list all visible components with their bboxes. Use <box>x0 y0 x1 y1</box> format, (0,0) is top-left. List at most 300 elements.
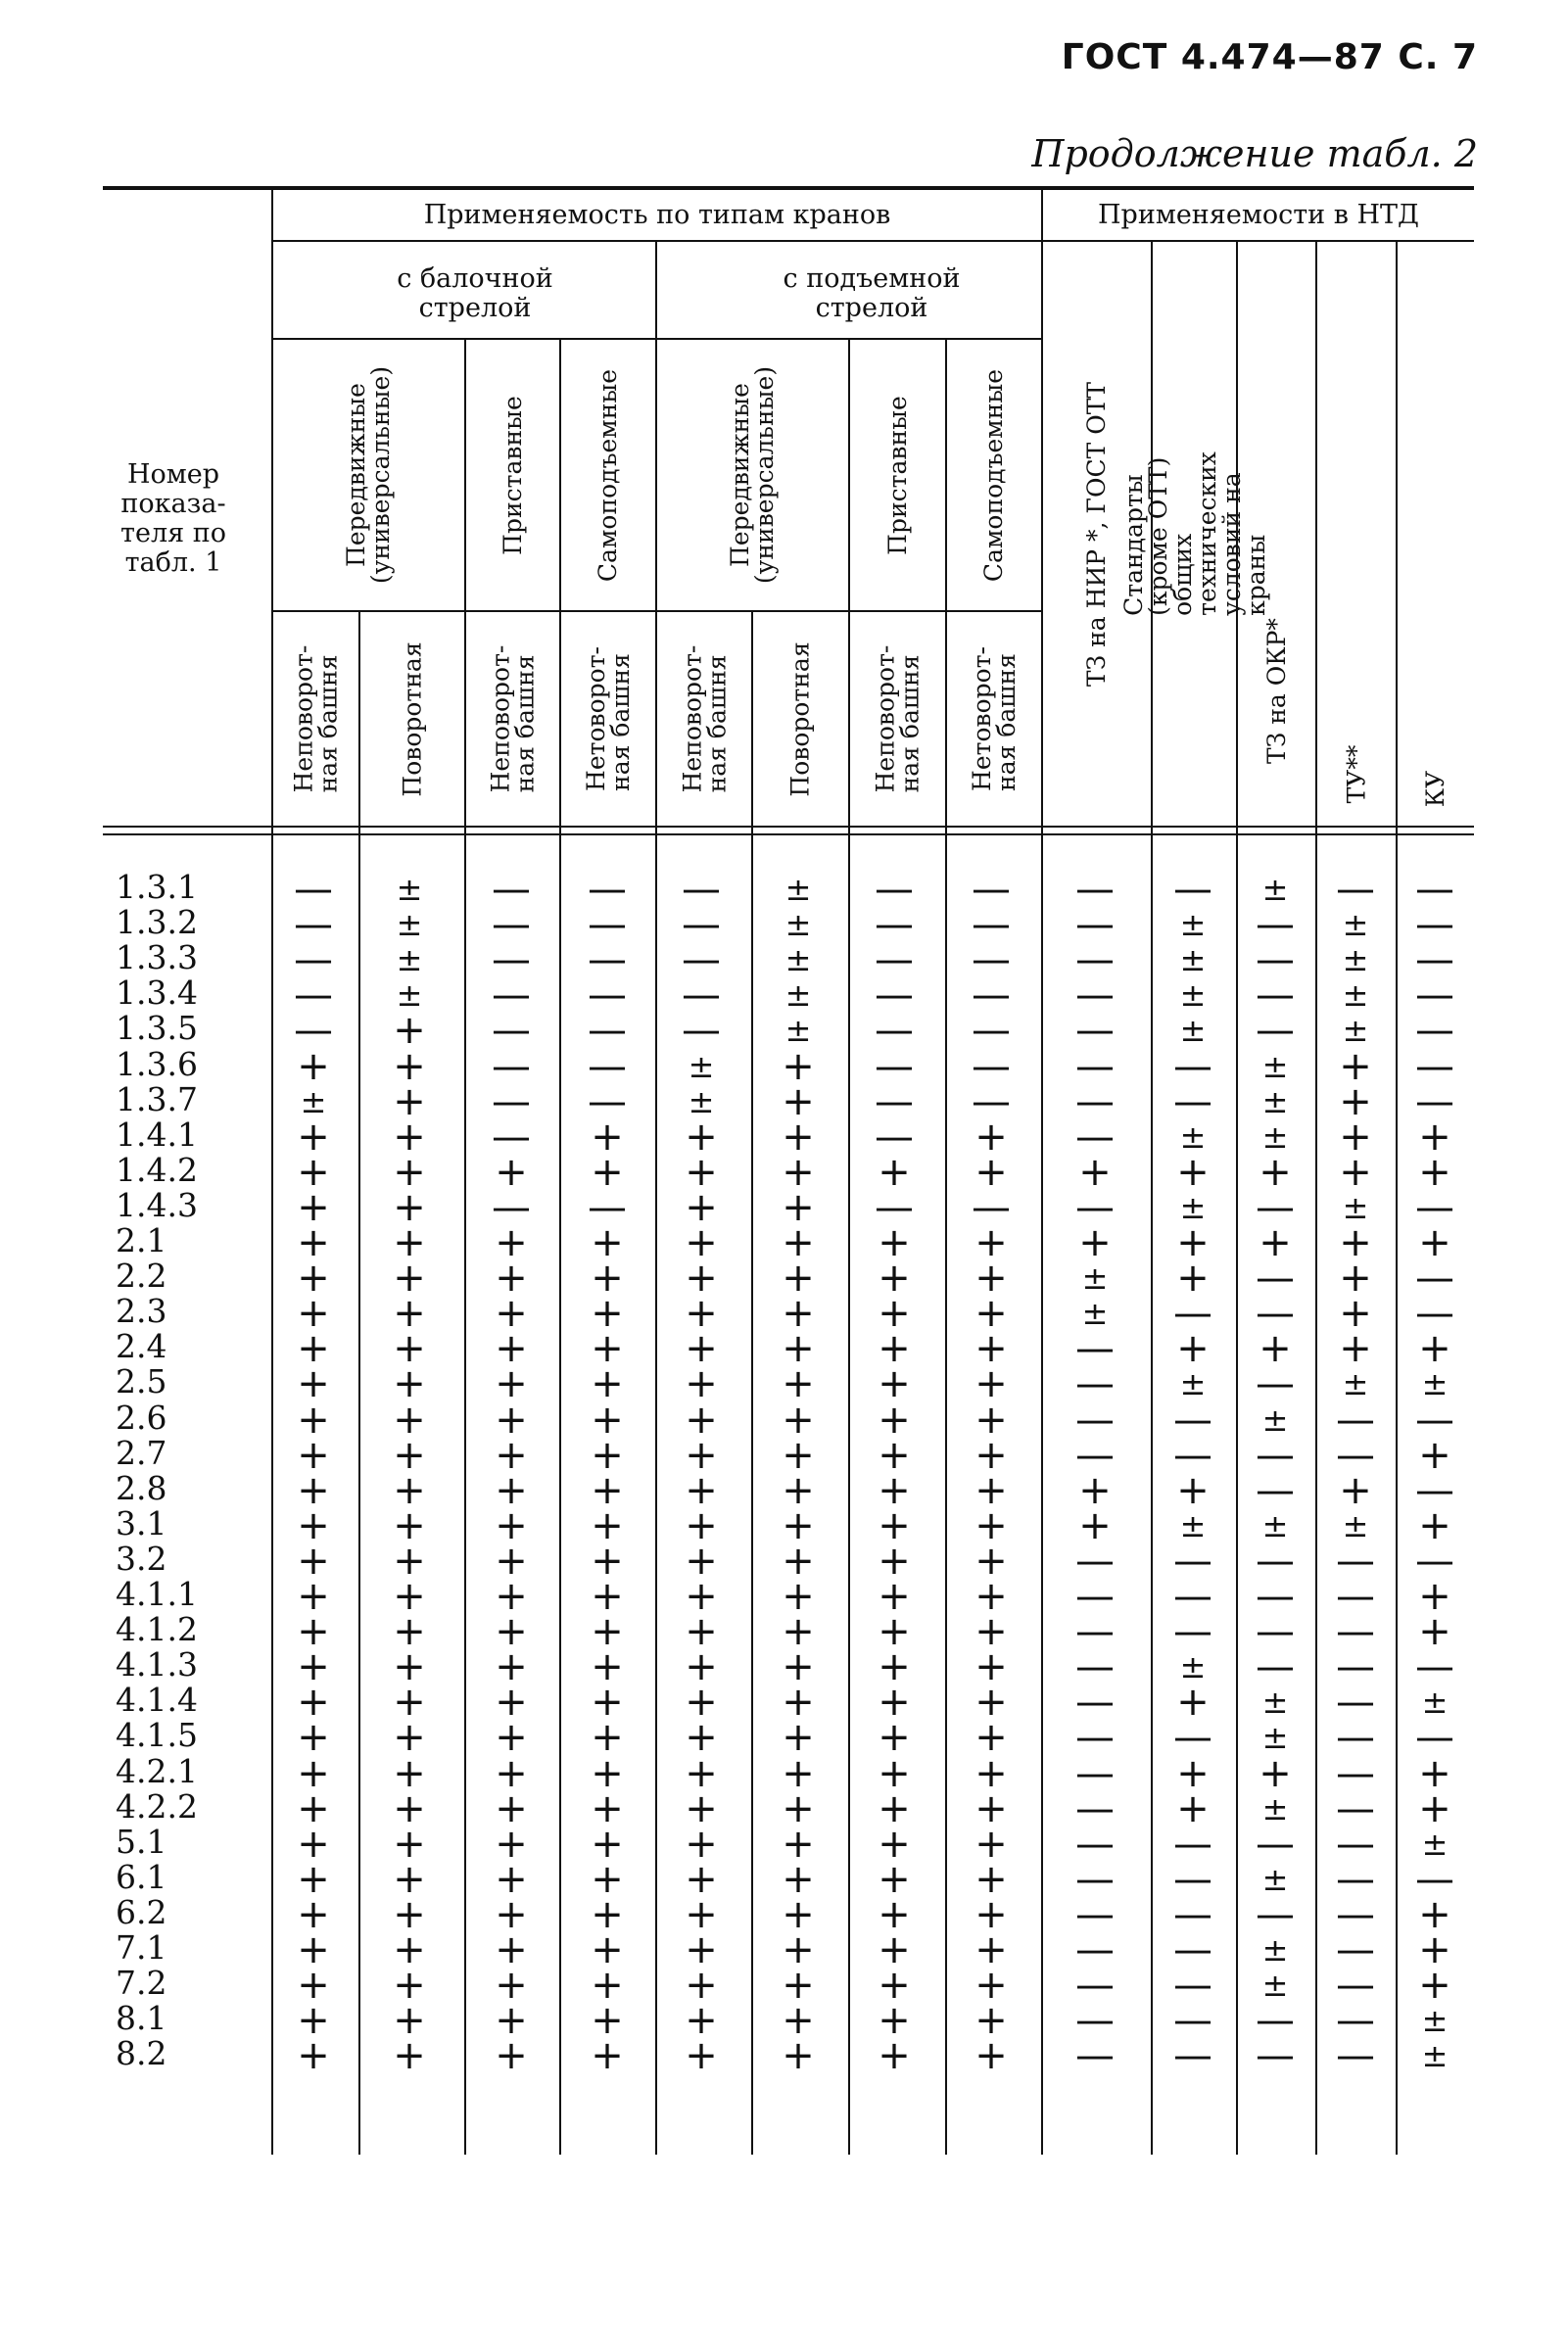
table-cell: — <box>1415 1043 1454 1089</box>
table-cell: + <box>495 1998 528 2044</box>
table-cell: + <box>974 1998 1008 2044</box>
cat-mobile-beam: Передвижные (универсальные) <box>342 365 396 585</box>
table-cell: — <box>294 902 333 948</box>
ntd-col-3: ТЗ на ОКР* <box>1262 617 1292 764</box>
table-cell: + <box>1418 1785 1451 1831</box>
table-cell: ± <box>1261 1719 1289 1757</box>
table-cell: + <box>591 1361 624 1407</box>
table-cell: + <box>878 1256 911 1302</box>
table-cell: ± <box>1179 1365 1207 1403</box>
table-cell: — <box>1075 1326 1115 1372</box>
table-cell: + <box>495 1361 528 1407</box>
table-cell: — <box>1256 1361 1295 1407</box>
table-cell: — <box>1415 973 1454 1019</box>
table-cell: — <box>972 1184 1011 1230</box>
col-line-1 <box>358 610 360 2155</box>
table-cell: — <box>1075 1998 1115 2044</box>
table-cell: ± <box>1179 1506 1207 1544</box>
table-cell: — <box>294 973 333 1019</box>
table-cell: — <box>492 1114 531 1160</box>
table-cell: — <box>1075 1609 1115 1655</box>
table-cell: — <box>1256 1467 1295 1513</box>
table-cell: ± <box>688 1082 715 1120</box>
table-cell: + <box>1176 1467 1210 1513</box>
table-cell: — <box>1075 1785 1115 1831</box>
row-label: 4.1.3 <box>116 1645 198 1685</box>
table-cell: + <box>297 1326 330 1372</box>
row-label: 1.3.7 <box>116 1079 198 1118</box>
table-cell: + <box>393 1078 426 1124</box>
table-cell: — <box>1256 1291 1295 1337</box>
table-cell: + <box>685 1432 718 1478</box>
table-cell: — <box>1415 902 1454 948</box>
row-label: 2.7 <box>116 1433 167 1472</box>
table-cell: + <box>393 1114 426 1160</box>
row-label: 4.1.1 <box>116 1575 198 1613</box>
table-cell: ± <box>1081 1259 1109 1298</box>
table-cell: + <box>495 1644 528 1690</box>
table-cell: + <box>685 1397 718 1443</box>
table-cell: + <box>974 1361 1008 1407</box>
table-cell: — <box>682 902 721 948</box>
table-cell: + <box>878 1538 911 1584</box>
table-cell: + <box>974 1256 1008 1302</box>
table-cell: — <box>1075 2033 1115 2079</box>
table-cell: — <box>294 937 333 983</box>
table-cell: + <box>685 1998 718 2044</box>
table-cell: + <box>297 1609 330 1655</box>
table-cell: + <box>974 1785 1008 1831</box>
table-cell: — <box>1256 1574 1295 1619</box>
table-cell: + <box>782 1256 815 1302</box>
table-cell: — <box>492 902 531 948</box>
table-cell: + <box>782 1149 815 1195</box>
table-cell: — <box>1075 1361 1115 1407</box>
table-cell: ± <box>1342 976 1369 1015</box>
table-cell: + <box>782 1644 815 1690</box>
cat-selflifting-beam: Самоподъемные <box>594 368 623 582</box>
table-cell: ± <box>1261 871 1289 908</box>
table-cell: ± <box>1342 1012 1369 1050</box>
table-cell: + <box>1176 1326 1210 1372</box>
table-cell: — <box>1075 1750 1115 1796</box>
table-cell: + <box>393 1291 426 1337</box>
table-cell: — <box>492 867 531 912</box>
table-cell: — <box>492 1184 531 1230</box>
table-cell: — <box>875 902 914 948</box>
table-cell: + <box>393 2033 426 2079</box>
table-cell: + <box>495 1574 528 1619</box>
table-cell: + <box>1339 1114 1372 1160</box>
table-cell: — <box>1173 1927 1212 1972</box>
table-cell: — <box>1173 867 1212 912</box>
table-cell: + <box>878 1326 911 1372</box>
table-cell: ± <box>1261 1082 1289 1120</box>
table-cell: ± <box>1421 1365 1449 1403</box>
table-cell: + <box>685 1927 718 1972</box>
table-cell: + <box>878 1715 911 1761</box>
table-cell: + <box>1259 1149 1292 1195</box>
table-cell: — <box>492 1043 531 1089</box>
table-cell: ± <box>1179 1117 1207 1156</box>
row-label: 2.1 <box>116 1221 167 1259</box>
table-cell: — <box>875 1184 914 1230</box>
table-cell: + <box>974 1715 1008 1761</box>
table-cell: ± <box>1179 1188 1207 1226</box>
table-cell: + <box>393 1998 426 2044</box>
table-cell: — <box>1173 1432 1212 1478</box>
table-cell: + <box>878 1785 911 1831</box>
table-cell: + <box>591 1256 624 1302</box>
table-cell: — <box>1173 1538 1212 1584</box>
table-cell: + <box>685 1502 718 1548</box>
table-cell: ± <box>1342 1506 1369 1544</box>
table-cell: + <box>393 1326 426 1372</box>
table-cell: — <box>588 937 627 983</box>
table-cell: + <box>1339 1149 1372 1195</box>
table-cell: + <box>878 1821 911 1867</box>
table-cell: — <box>1336 1998 1375 2044</box>
table-cell: + <box>591 1397 624 1443</box>
table-cell: + <box>591 1502 624 1548</box>
table-cell: + <box>974 1220 1008 1265</box>
table-cell: — <box>1173 1078 1212 1124</box>
table-cell: + <box>495 1502 528 1548</box>
table-cell: + <box>393 1927 426 1972</box>
table-cell: — <box>588 1008 627 1054</box>
row-label: 4.1.2 <box>116 1610 198 1649</box>
table-cell: ± <box>1421 2037 1449 2075</box>
table-cell: — <box>1173 1998 1212 2044</box>
table-cell: ± <box>1081 1295 1109 1333</box>
table-cell: ± <box>1179 1012 1207 1050</box>
row-label: 4.1.4 <box>116 1681 198 1720</box>
table-cell: ± <box>1179 906 1207 944</box>
table-cell: + <box>878 1998 911 2044</box>
table-cell: + <box>591 1291 624 1337</box>
col-line-7 <box>945 338 947 2155</box>
table-cell: + <box>393 1750 426 1796</box>
table-cell: ± <box>396 976 423 1015</box>
row-label: 1.3.2 <box>116 903 198 942</box>
table-cell: + <box>1418 1574 1451 1619</box>
table-cell: + <box>1418 1502 1451 1548</box>
table-cell: + <box>974 1644 1008 1690</box>
table-cell: + <box>495 1220 528 1265</box>
table-cell: + <box>297 1467 330 1513</box>
table-cell: + <box>974 1856 1008 1902</box>
row-label: 1.3.1 <box>116 868 198 906</box>
table-cell: + <box>878 1432 911 1478</box>
table-cell: + <box>1418 1114 1451 1160</box>
table-cell: + <box>591 1609 624 1655</box>
cat-attached-lifting: Приставные <box>883 395 913 555</box>
row-label: 1.3.6 <box>116 1044 198 1083</box>
table-cell: + <box>878 1891 911 1937</box>
table-cell: + <box>297 1856 330 1902</box>
table-cell: + <box>297 1680 330 1726</box>
table-cell: — <box>1075 1008 1115 1054</box>
table-cell: + <box>297 1574 330 1619</box>
table-cell: — <box>1336 1432 1375 1478</box>
table-cell: + <box>685 1291 718 1337</box>
table-cell: — <box>1075 1680 1115 1726</box>
row-label: 2.8 <box>116 1468 167 1507</box>
table-cell: + <box>782 1114 815 1160</box>
table-cell: + <box>1078 1502 1112 1548</box>
table-cell: + <box>878 1361 911 1407</box>
table-cell: — <box>1336 1750 1375 1796</box>
table-cell: + <box>297 1963 330 2009</box>
table-cell: — <box>875 1114 914 1160</box>
tower-col-5: Неповорот-ная башня <box>678 644 731 793</box>
table-cell: + <box>685 1538 718 1584</box>
table-cell: — <box>1075 1821 1115 1867</box>
table-cell: + <box>878 1609 911 1655</box>
table-cell: + <box>297 1432 330 1478</box>
table-cell: + <box>685 1715 718 1761</box>
table-cell: + <box>1078 1149 1112 1195</box>
table-cell: + <box>1176 1256 1210 1302</box>
table-cell: — <box>588 1184 627 1230</box>
table-cell: — <box>1075 1891 1115 1937</box>
table-cell: + <box>1339 1256 1372 1302</box>
table-cell: — <box>1415 1644 1454 1690</box>
table-cell: + <box>591 1821 624 1867</box>
table-cell: + <box>495 1927 528 1972</box>
table-cell: — <box>1336 1397 1375 1443</box>
table-cell: + <box>782 1043 815 1089</box>
table-cell: — <box>1075 973 1115 1019</box>
table-cell: + <box>1418 1609 1451 1655</box>
table-cell: — <box>972 937 1011 983</box>
table-cell: + <box>685 1361 718 1407</box>
table-cell: + <box>974 1502 1008 1548</box>
row-label: 2.4 <box>116 1327 167 1366</box>
table-cell: + <box>974 1114 1008 1160</box>
table-cell: — <box>1336 1574 1375 1619</box>
table-cell: + <box>1418 1149 1451 1195</box>
table-cell: + <box>878 2033 911 2079</box>
table-cell: ± <box>784 976 812 1015</box>
row-label: 7.1 <box>116 1928 167 1967</box>
table-cell: + <box>782 1326 815 1372</box>
table-cell: ± <box>1261 1967 1289 2005</box>
table-cell: + <box>1418 1750 1451 1796</box>
table-cell: — <box>1075 937 1115 983</box>
table-cell: + <box>878 1502 911 1548</box>
table-cell: + <box>974 1149 1008 1195</box>
row-label: 4.2.1 <box>116 1751 198 1790</box>
table-cell: + <box>393 1256 426 1302</box>
table-cell: — <box>1415 1256 1454 1302</box>
table-cell: + <box>495 1397 528 1443</box>
table-cell: — <box>1336 1856 1375 1902</box>
table-cell: + <box>591 1891 624 1937</box>
table-cell: — <box>588 973 627 1019</box>
table-cell: + <box>591 1220 624 1265</box>
table-cell: + <box>782 1538 815 1584</box>
row-label: 7.2 <box>116 1964 167 2003</box>
row-label: 2.3 <box>116 1292 167 1331</box>
tower-col-4: Нетоворот-ная башня <box>582 646 635 791</box>
table-cell: + <box>393 1361 426 1407</box>
row-label: 2.5 <box>116 1362 167 1401</box>
table-cell: — <box>1173 1291 1212 1337</box>
table-cell: ± <box>1421 1684 1449 1722</box>
table-cell: + <box>591 1927 624 1972</box>
table-cell: + <box>297 1291 330 1337</box>
table-cell: ± <box>1421 2002 1449 2040</box>
table-top-rule <box>103 186 1474 190</box>
table-cell: ± <box>1421 1825 1449 1863</box>
table-cell: — <box>1075 1856 1115 1902</box>
table-cell: — <box>1336 1680 1375 1726</box>
table-cell: + <box>974 1963 1008 2009</box>
table-cell: — <box>588 1078 627 1124</box>
table-cell: + <box>393 1644 426 1690</box>
table-cell: + <box>393 1149 426 1195</box>
table-cell: ± <box>396 941 423 979</box>
table-cell: + <box>495 1256 528 1302</box>
row-label: 1.4.2 <box>116 1150 198 1189</box>
table-cell: — <box>875 1043 914 1089</box>
tower-col-7: Неповорот-ная башня <box>871 644 925 793</box>
table-cell: — <box>972 973 1011 1019</box>
table-cell: + <box>685 1891 718 1937</box>
table-cell: — <box>875 973 914 1019</box>
table-cell: + <box>685 1114 718 1160</box>
table-cell: — <box>1336 867 1375 912</box>
table-cell: ± <box>1261 1931 1289 1969</box>
table-cell: + <box>782 1078 815 1124</box>
table-cell: — <box>682 937 721 983</box>
table-cell: + <box>685 1750 718 1796</box>
table-cell: — <box>1256 937 1295 983</box>
table-cell: + <box>495 1821 528 1867</box>
table-cell: + <box>591 1680 624 1726</box>
table-cell: + <box>393 1821 426 1867</box>
table-cell: + <box>495 2033 528 2079</box>
table-cell: — <box>1415 1397 1454 1443</box>
table-cell: + <box>297 1644 330 1690</box>
table-cell: — <box>1075 1114 1115 1160</box>
table-cell: ± <box>1342 906 1369 944</box>
table-cell: + <box>495 1149 528 1195</box>
table-cell: — <box>588 867 627 912</box>
table-cell: + <box>685 1184 718 1230</box>
tower-col-6: Поворотная <box>786 641 816 797</box>
table-cell: — <box>588 1043 627 1089</box>
table-cell: + <box>393 1043 426 1089</box>
table-cell: — <box>492 1008 531 1054</box>
row-label: 8.1 <box>116 1999 167 2038</box>
table-cell: + <box>782 1821 815 1867</box>
table-cell: + <box>591 1574 624 1619</box>
table-cell: + <box>782 1291 815 1337</box>
table-cell: + <box>297 1256 330 1302</box>
table-cell: + <box>495 1785 528 1831</box>
table-cell: — <box>1256 1184 1295 1230</box>
table-cell: + <box>297 1220 330 1265</box>
table-cell: + <box>782 1609 815 1655</box>
table-cell: + <box>495 1856 528 1902</box>
table-cell: + <box>1418 1891 1451 1937</box>
col-line-5 <box>751 610 753 2155</box>
table-cell: — <box>294 867 333 912</box>
table-cell: + <box>591 1856 624 1902</box>
table-cell: + <box>974 1291 1008 1337</box>
table-cell: + <box>591 2033 624 2079</box>
table-cell: + <box>393 1856 426 1902</box>
table-cell: — <box>1173 1856 1212 1902</box>
table-cell: ± <box>1261 1117 1289 1156</box>
table-cell: — <box>1415 1715 1454 1761</box>
table-cell: + <box>1176 1750 1210 1796</box>
table-cell: ± <box>1342 1188 1369 1226</box>
table-cell: + <box>782 1750 815 1796</box>
table-cell: + <box>878 1644 911 1690</box>
table-cell: + <box>974 1927 1008 1972</box>
table-cell: — <box>1173 1043 1212 1089</box>
table-cell: + <box>685 1609 718 1655</box>
table-cell: + <box>974 1397 1008 1443</box>
table-cell: + <box>591 1467 624 1513</box>
table-cell: + <box>685 1467 718 1513</box>
table-cell: + <box>591 1998 624 2044</box>
table-cell: + <box>297 1043 330 1089</box>
table-cell: — <box>682 973 721 1019</box>
table-cell: + <box>297 1502 330 1548</box>
ntd-col-4: ТУ** <box>1342 744 1371 803</box>
table-cell: — <box>1256 1891 1295 1937</box>
tower-col-2: Поворотная <box>398 641 427 797</box>
table-cell: + <box>685 1149 718 1195</box>
table-cell: + <box>1259 1750 1292 1796</box>
table-cell: — <box>1173 1715 1212 1761</box>
table-cell: + <box>297 1149 330 1195</box>
table-cell: ± <box>784 941 812 979</box>
row-label: 1.3.3 <box>116 938 198 977</box>
table-cell: ± <box>1261 1789 1289 1828</box>
table-cell: + <box>591 1715 624 1761</box>
table-cell: ± <box>1261 1684 1289 1722</box>
table-cell: + <box>495 1291 528 1337</box>
table-cell: — <box>1336 1927 1375 1972</box>
table-cell: ± <box>300 1082 327 1120</box>
group-ntd: Применяемости в НТД <box>1098 200 1419 230</box>
table-cell: + <box>1339 1467 1372 1513</box>
table-cell: + <box>393 1467 426 1513</box>
table-cell: + <box>685 1856 718 1902</box>
table-cell: + <box>1176 1680 1210 1726</box>
table-cell: ± <box>1342 1365 1369 1403</box>
table-cell: + <box>974 1821 1008 1867</box>
table-cell: — <box>1256 1008 1295 1054</box>
table-cell: + <box>393 1008 426 1054</box>
table-cell: — <box>1173 1609 1212 1655</box>
table-cell: — <box>1256 902 1295 948</box>
table-cell: + <box>878 1963 911 2009</box>
table-cell: + <box>297 1397 330 1443</box>
table-cell: — <box>1256 1432 1295 1478</box>
table-cell: ± <box>1342 941 1369 979</box>
table-cell: + <box>878 1467 911 1513</box>
table-cell: + <box>297 1361 330 1407</box>
table-cell: — <box>1075 1397 1115 1443</box>
table-cell: — <box>1075 867 1115 912</box>
table-cell: + <box>782 1998 815 2044</box>
